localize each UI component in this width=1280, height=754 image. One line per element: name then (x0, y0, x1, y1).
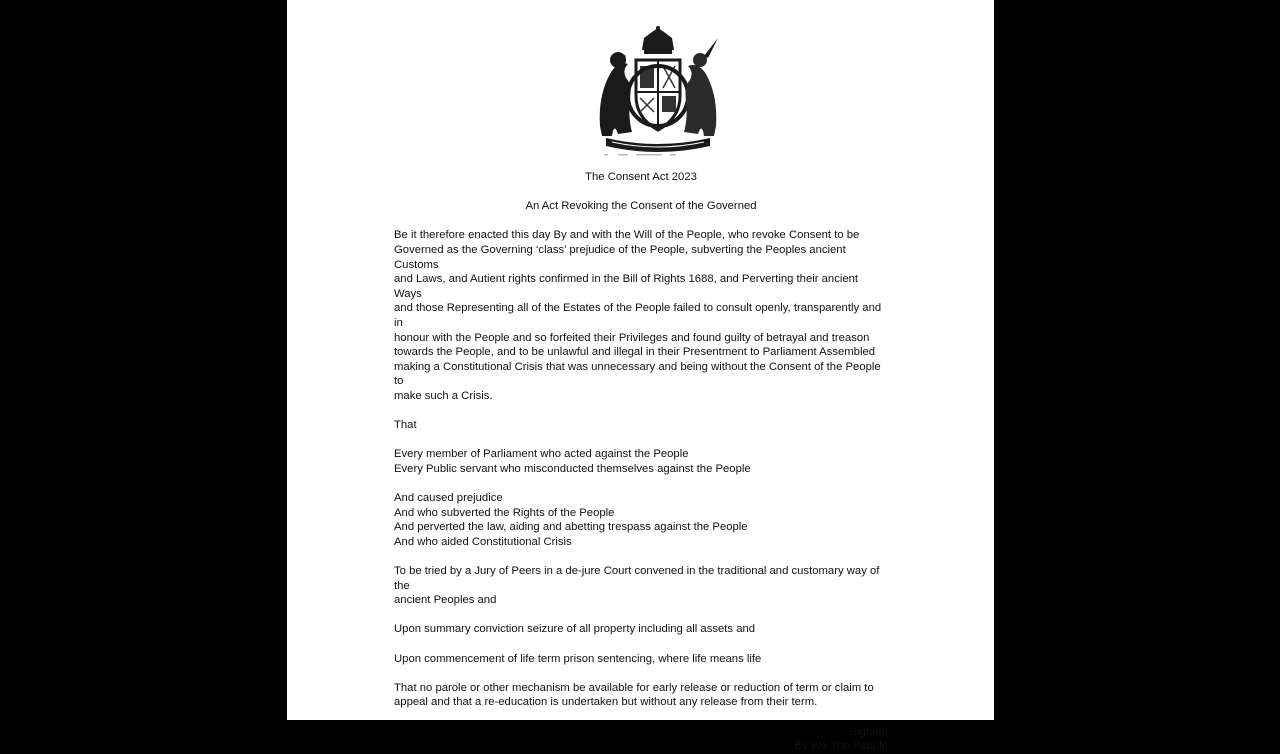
document-title: The Consent Act 2023 (585, 171, 697, 183)
jury-line: To be tried by a Jury of Peers in a de-jure Court convened in the traditional and customary way of the (394, 565, 880, 592)
signed-label: Signed: (849, 725, 888, 738)
signatory: By We The People (794, 740, 888, 753)
caused-paragraph (394, 491, 888, 549)
intro-line: Governed as the Governing ‘class’ prejudice of the People, subverting the Peoples ancient Customs (394, 243, 846, 271)
parole-line: That no parole or other mechanism be available for early release or reduction of term or claim to (394, 681, 874, 694)
jury-paragraph (394, 564, 888, 608)
caused-line: And who subverted the Rights of the People (394, 506, 615, 519)
that-line: That (394, 419, 417, 432)
intro-line: make such a Crisis. (394, 389, 493, 402)
intro-paragraph (394, 228, 888, 403)
intro-line: and Laws, and Autient rights confirmed in the Bill of Rights 1688, and Perverting their ancient Ways (394, 273, 859, 300)
caused-line: And caused prejudice (394, 492, 503, 505)
signature-block (394, 725, 888, 754)
parole-paragraph (394, 681, 888, 710)
members-line: Every Public servant who misconducted themselves against the People (394, 462, 751, 475)
intro-line: and those Representing all of the Estates of the People failed to consult openly, transparently and in (394, 302, 882, 329)
royal-coat-of-arms-icon (592, 26, 724, 158)
intro-line: Be it therefore enacted this day By and with the Will of the People, who revoke Consent to be (394, 229, 860, 242)
members-line: Every member of Parliament who acted against the People (394, 448, 689, 461)
commencement-paragraph: Upon commencement of life term prison sentencing, where life means life (394, 652, 762, 665)
caused-line: And who aided Constitutional Crisis (394, 535, 572, 548)
summary-paragraph: Upon summary conviction seizure of all property including all assets and (394, 623, 756, 636)
document-body (394, 170, 888, 754)
members-paragraph (394, 447, 888, 476)
document-subtitle: An Act Revoking the Consent of the Governed (525, 200, 757, 213)
intro-line: towards the People, and to be unlawful and illegal in their Presentment to Parliament Assembled (394, 346, 876, 359)
intro-line: making a Constitutional Crisis that was unnecessary and being without the Consent of the People to (394, 360, 881, 388)
caused-line: And perverted the law, aiding and abetting trespass against the People (394, 521, 748, 534)
jury-line: ancient Peoples and (394, 594, 497, 607)
parole-line: appeal and that a re-education is undertaken but without any release from their term. (394, 696, 818, 709)
intro-line: honour with the People and so forfeited their Privileges and found guilty of betrayal and treason (394, 331, 870, 344)
